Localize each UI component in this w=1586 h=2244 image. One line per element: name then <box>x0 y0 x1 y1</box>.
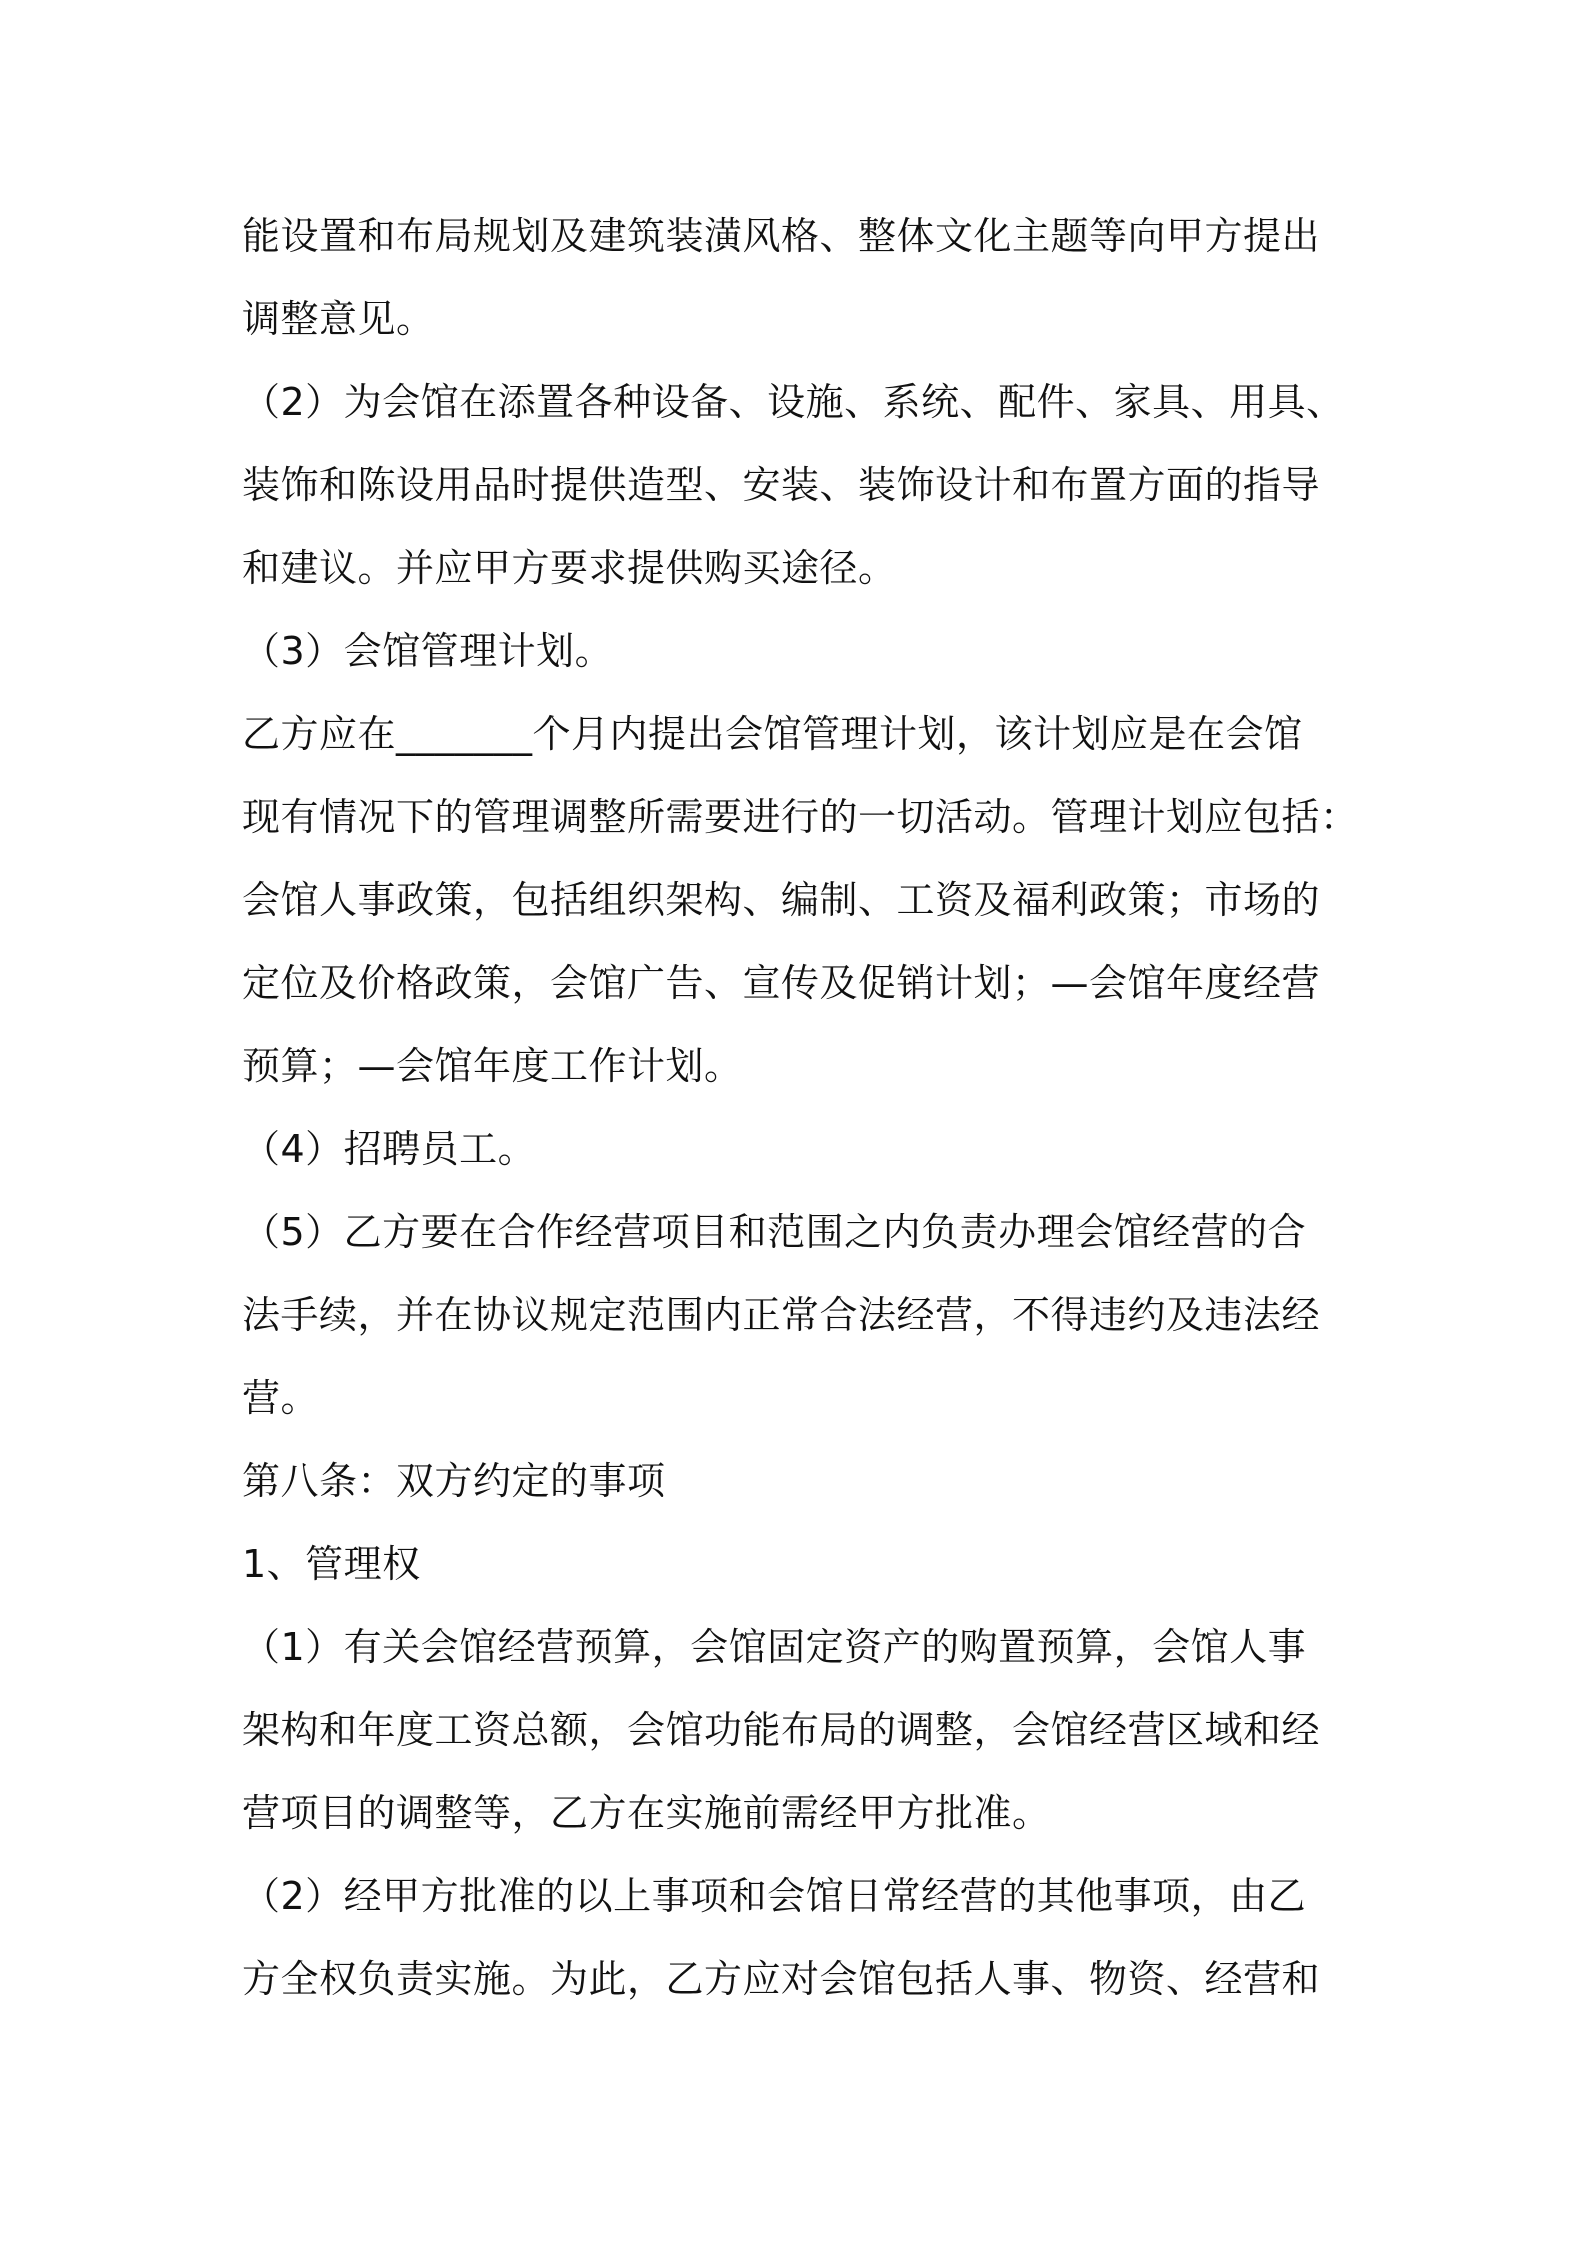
text-line-2: 调整意见。 <box>242 297 435 341</box>
text-line-10: 定位及价格政策，会馆广告、宣传及促销计划；—会馆年度经营 <box>242 961 1321 1005</box>
text-line-17: 1、管理权 <box>242 1542 421 1586</box>
text-line-11: 预算；—会馆年度工作计划。 <box>242 1044 743 1088</box>
document-body <box>242 195 1372 2021</box>
text-line-6: （3）会馆管理计划。 <box>242 629 614 673</box>
text-line-7: 乙方应在_______个月内提出会馆管理计划，该计划应是在会馆 <box>242 712 1303 756</box>
text-line-5: 和建议。并应甲方要求提供购买途径。 <box>242 546 897 590</box>
text-line-4: 装饰和陈设用品时提供造型、安装、装饰设计和布置方面的指导 <box>242 463 1321 507</box>
text-line-22: 方全权负责实施。为此，乙方应对会馆包括人事、物资、经营和 <box>242 1957 1321 2001</box>
text-line-1: 能设置和布局规划及建筑装潢风格、整体文化主题等向甲方提出 <box>242 214 1321 258</box>
text-line-9: 会馆人事政策，包括组织架构、编制、工资及福利政策；市场的 <box>242 878 1321 922</box>
text-line-19: 架构和年度工资总额，会馆功能布局的调整，会馆经营区域和经 <box>242 1708 1321 1752</box>
text-line-21: （2）经甲方批准的以上事项和会馆日常经营的其他事项，由乙 <box>242 1874 1307 1918</box>
text-line-12: （4）招聘员工。 <box>242 1127 537 1171</box>
text-line-16: 第八条：双方约定的事项 <box>242 1459 666 1503</box>
text-line-20: 营项目的调整等，乙方在实施前需经甲方批准。 <box>242 1791 1051 1835</box>
text-line-14: 法手续，并在协议规定范围内正常合法经营，不得违约及违法经 <box>242 1293 1321 1337</box>
text-line-13: （5）乙方要在合作经营项目和范围之内负责办理会馆经营的合 <box>242 1210 1307 1254</box>
text-line-8: 现有情况下的管理调整所需要进行的一切活动。管理计划应包括： <box>242 795 1359 839</box>
text-line-15: 营。 <box>242 1376 320 1420</box>
text-line-18: （1）有关会馆经营预算，会馆固定资产的购置预算，会馆人事 <box>242 1625 1307 1669</box>
text-line-3: （2）为会馆在添置各种设备、设施、系统、配件、家具、用具、 <box>242 380 1345 424</box>
